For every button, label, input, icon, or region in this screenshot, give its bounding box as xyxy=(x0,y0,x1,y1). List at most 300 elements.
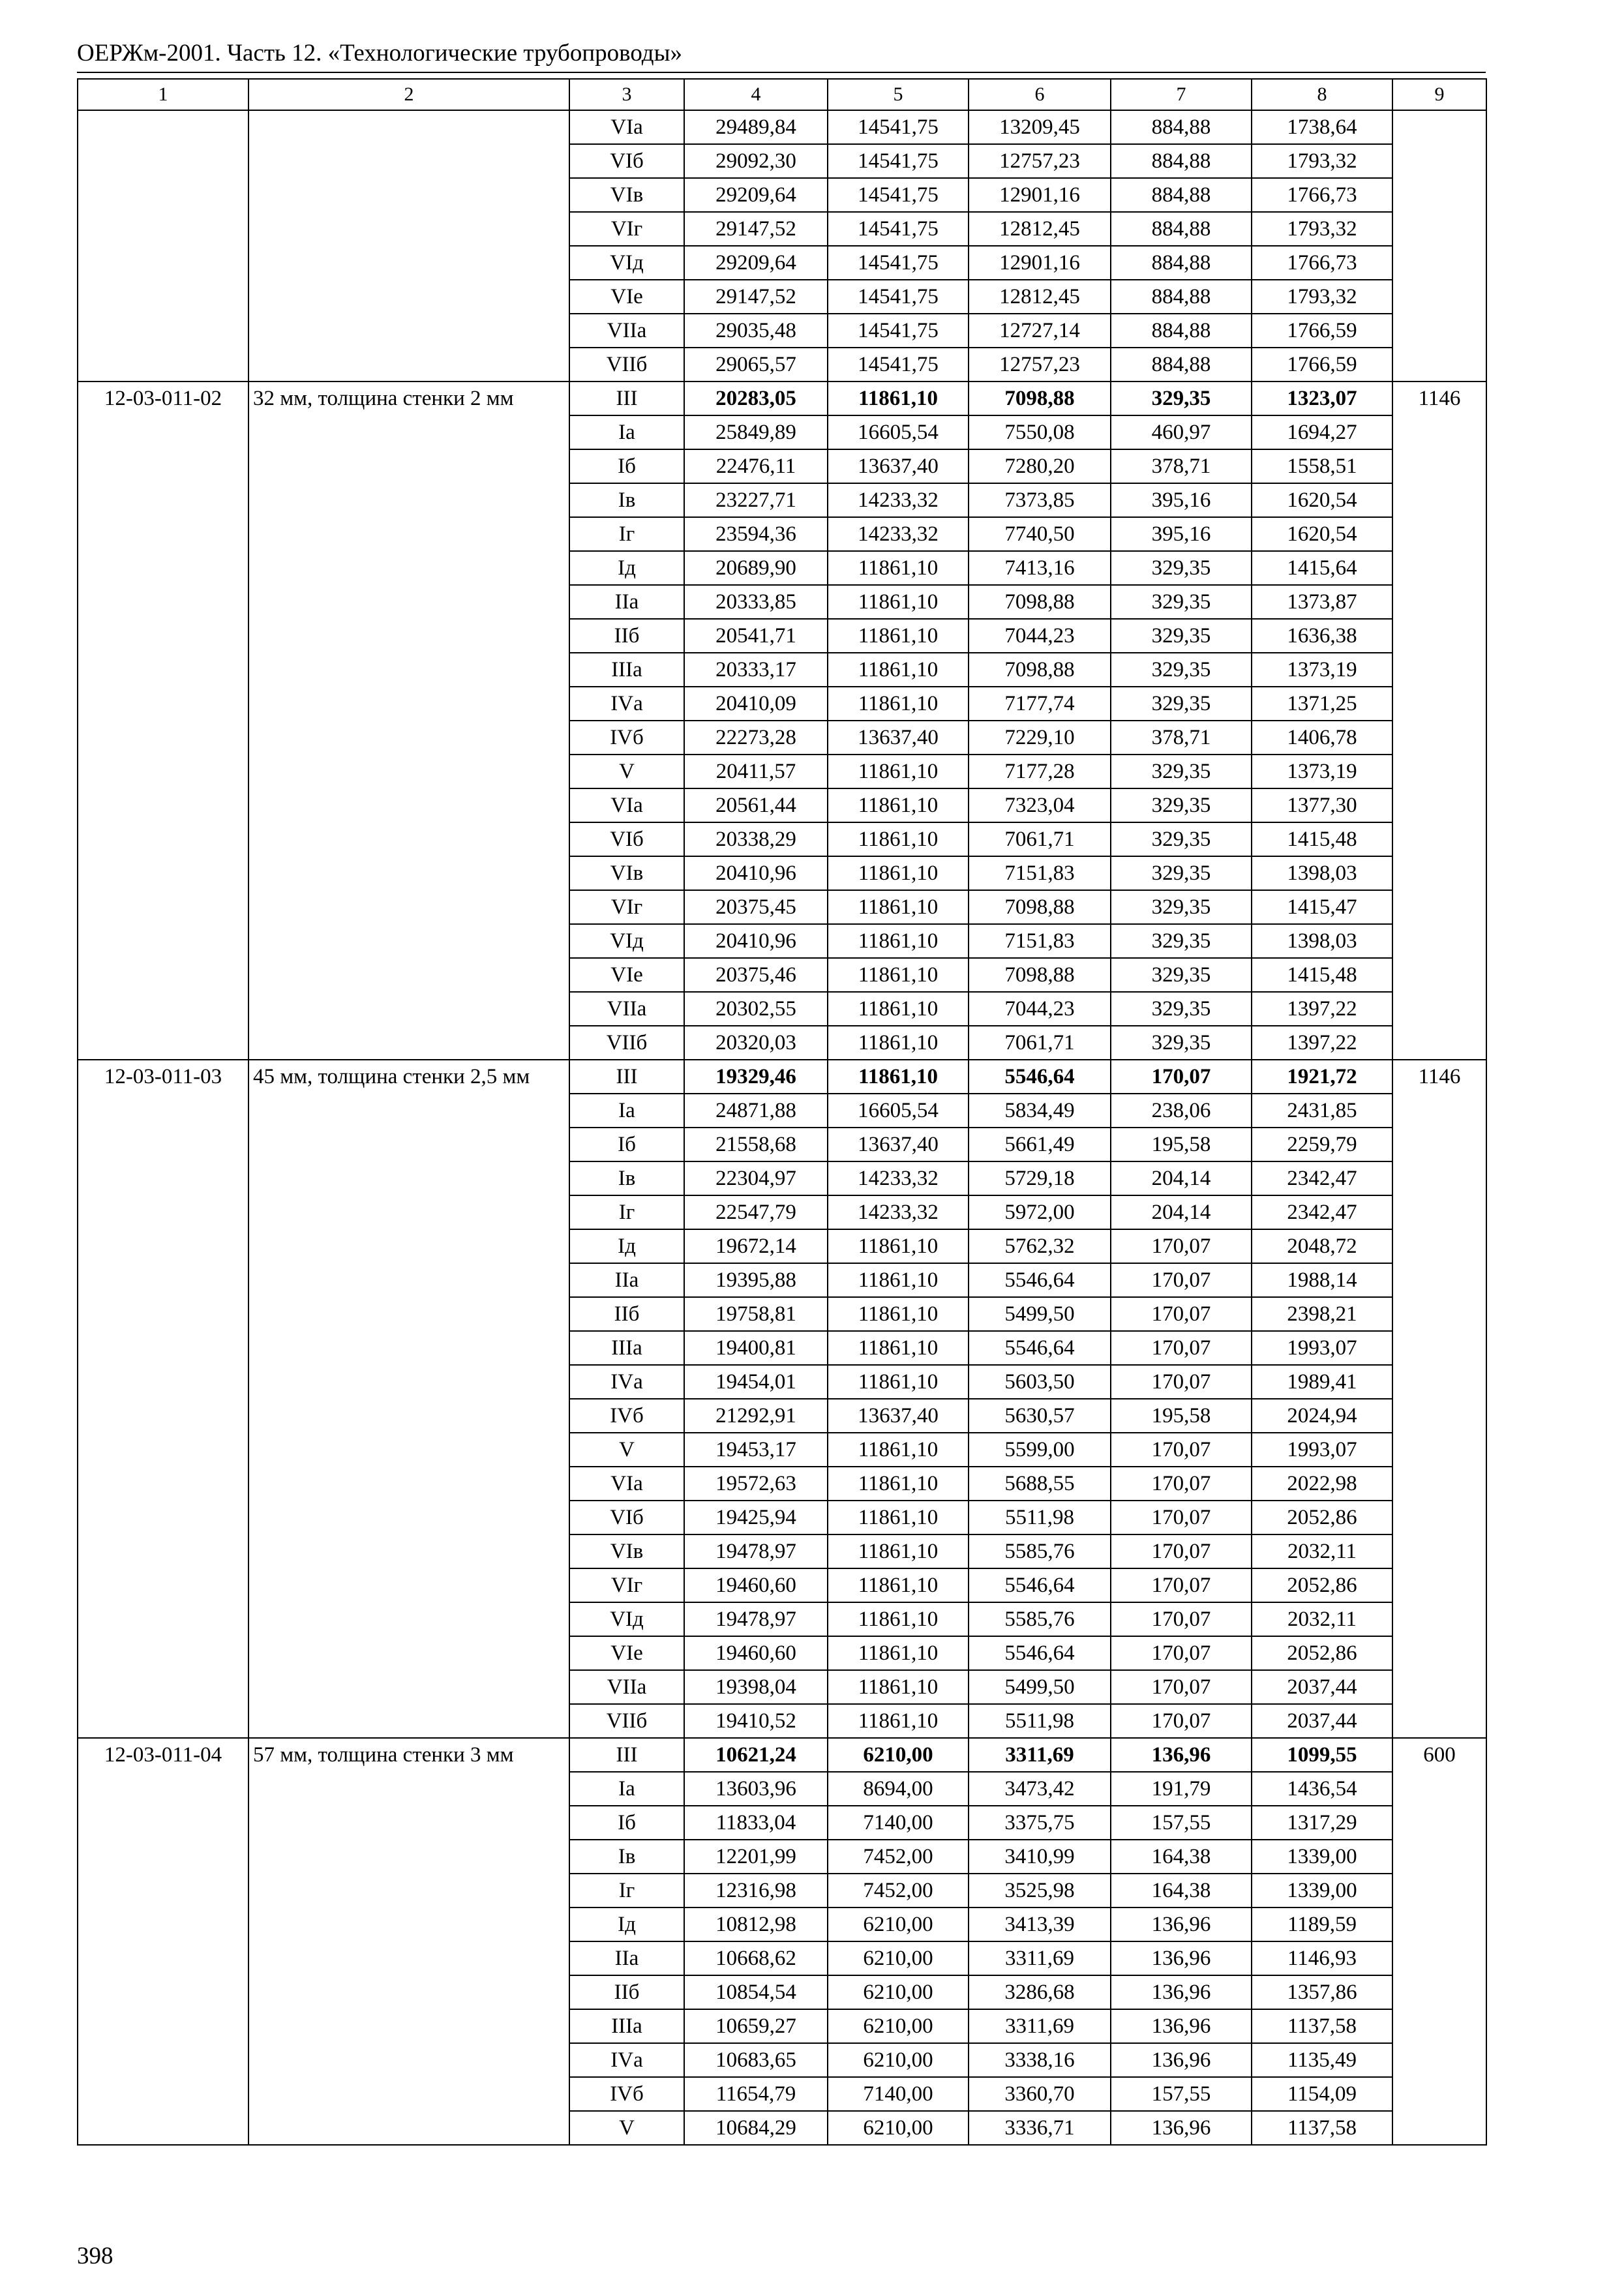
zone-cell: VIг xyxy=(569,890,684,924)
price-value-cell: 3311,69 xyxy=(969,1941,1111,1975)
zone-cell: IVа xyxy=(569,687,684,721)
price-value-cell: 11861,10 xyxy=(828,1670,969,1704)
price-value-cell: 11861,10 xyxy=(828,1602,969,1636)
price-value-cell: 8694,00 xyxy=(828,1772,969,1806)
column-number-cell: 8 xyxy=(1252,79,1392,110)
price-value-cell: 29147,52 xyxy=(684,280,828,314)
price-value-cell: 11861,10 xyxy=(828,958,969,992)
price-value-cell: 329,35 xyxy=(1111,856,1252,890)
zone-cell: VIIб xyxy=(569,1026,684,1060)
price-value-cell: 329,35 xyxy=(1111,958,1252,992)
price-value-cell: 2032,11 xyxy=(1252,1602,1392,1636)
price-value-cell: 7061,71 xyxy=(969,822,1111,856)
price-value-cell: 14541,75 xyxy=(828,144,969,178)
price-value-cell: 7550,08 xyxy=(969,415,1111,449)
price-value-cell: 136,96 xyxy=(1111,1738,1252,1772)
price-value-cell: 329,35 xyxy=(1111,619,1252,653)
zone-cell: IVб xyxy=(569,721,684,755)
zone-cell: Iб xyxy=(569,449,684,483)
price-value-cell: 7098,88 xyxy=(969,958,1111,992)
zone-cell: VIIа xyxy=(569,1670,684,1704)
price-value-cell: 19758,81 xyxy=(684,1297,828,1331)
price-value-cell: 5499,50 xyxy=(969,1670,1111,1704)
price-value-cell: 10659,27 xyxy=(684,2009,828,2043)
price-value-cell: 238,06 xyxy=(1111,1094,1252,1128)
item-code-cell: 12-03-011-04 xyxy=(78,1738,248,2145)
price-value-cell: 19410,52 xyxy=(684,1704,828,1738)
price-value-cell: 19454,01 xyxy=(684,1365,828,1399)
price-value-cell: 7280,20 xyxy=(969,449,1111,483)
column-number-cell: 9 xyxy=(1392,79,1486,110)
zone-cell: Iб xyxy=(569,1806,684,1840)
price-value-cell: 12757,23 xyxy=(969,144,1111,178)
price-value-cell: 1993,07 xyxy=(1252,1433,1392,1467)
zone-cell: V xyxy=(569,2111,684,2145)
price-value-cell: 329,35 xyxy=(1111,890,1252,924)
price-value-cell: 5661,49 xyxy=(969,1128,1111,1161)
price-value-cell: 329,35 xyxy=(1111,1026,1252,1060)
price-value-cell: 10683,65 xyxy=(684,2043,828,2077)
column-number-cell: 6 xyxy=(969,79,1111,110)
price-value-cell: 7151,83 xyxy=(969,856,1111,890)
price-value-cell: 1339,00 xyxy=(1252,1874,1392,1908)
price-value-cell: 195,58 xyxy=(1111,1399,1252,1433)
price-value-cell: 1793,32 xyxy=(1252,280,1392,314)
price-value-cell: 5546,64 xyxy=(969,1331,1111,1365)
price-value-cell: 5546,64 xyxy=(969,1568,1111,1602)
price-value-cell: 164,38 xyxy=(1111,1874,1252,1908)
price-value-cell: 170,07 xyxy=(1111,1704,1252,1738)
price-value-cell: 1766,73 xyxy=(1252,178,1392,212)
price-value-cell: 11861,10 xyxy=(828,585,969,619)
price-value-cell: 1793,32 xyxy=(1252,144,1392,178)
price-value-cell: 12757,23 xyxy=(969,348,1111,382)
item-description-cell xyxy=(248,110,569,382)
price-value-cell: 16605,54 xyxy=(828,415,969,449)
price-value-cell: 3286,68 xyxy=(969,1975,1111,2009)
price-value-cell: 20411,57 xyxy=(684,755,828,788)
zone-cell: VIг xyxy=(569,212,684,246)
price-value-cell: 5546,64 xyxy=(969,1636,1111,1670)
price-value-cell: 2259,79 xyxy=(1252,1128,1392,1161)
price-value-cell: 170,07 xyxy=(1111,1501,1252,1534)
price-value-cell: 22476,11 xyxy=(684,449,828,483)
zone-cell: IIа xyxy=(569,1263,684,1297)
zone-cell: VIв xyxy=(569,856,684,890)
price-value-cell: 29209,64 xyxy=(684,246,828,280)
zone-cell: VIIб xyxy=(569,1704,684,1738)
price-value-cell: 1135,49 xyxy=(1252,2043,1392,2077)
price-value-cell: 20333,85 xyxy=(684,585,828,619)
price-value-cell: 21558,68 xyxy=(684,1128,828,1161)
item-description-cell: 45 мм, толщина стенки 2,5 мм xyxy=(248,1060,569,1738)
page-number: 398 xyxy=(77,2243,113,2269)
column-9-cell: 600 xyxy=(1392,1738,1486,2145)
price-value-cell: 19460,60 xyxy=(684,1636,828,1670)
zone-cell: VIв xyxy=(569,178,684,212)
table-row xyxy=(78,110,1486,144)
price-value-cell: 5599,00 xyxy=(969,1433,1111,1467)
price-value-cell: 14541,75 xyxy=(828,348,969,382)
zone-cell: Iб xyxy=(569,1128,684,1161)
price-value-cell: 329,35 xyxy=(1111,585,1252,619)
price-value-cell: 136,96 xyxy=(1111,2111,1252,2145)
zone-cell: IVб xyxy=(569,2077,684,2111)
price-value-cell: 5585,76 xyxy=(969,1534,1111,1568)
zone-cell: Iв xyxy=(569,483,684,517)
price-value-cell: 14233,32 xyxy=(828,1161,969,1195)
price-value-cell: 7140,00 xyxy=(828,2077,969,2111)
price-value-cell: 19572,63 xyxy=(684,1467,828,1501)
price-value-cell: 2052,86 xyxy=(1252,1501,1392,1534)
price-value-cell: 5630,57 xyxy=(969,1399,1111,1433)
price-value-cell: 884,88 xyxy=(1111,110,1252,144)
zone-cell: Iд xyxy=(569,551,684,585)
price-value-cell: 884,88 xyxy=(1111,348,1252,382)
zone-cell: Iа xyxy=(569,1094,684,1128)
price-value-cell: 11861,10 xyxy=(828,755,969,788)
price-value-cell: 1154,09 xyxy=(1252,2077,1392,2111)
zone-cell: Iг xyxy=(569,1195,684,1229)
price-value-cell: 5585,76 xyxy=(969,1602,1111,1636)
price-value-cell: 20689,90 xyxy=(684,551,828,585)
price-value-cell: 6210,00 xyxy=(828,1975,969,2009)
price-value-cell: 14541,75 xyxy=(828,314,969,348)
zone-cell: Iв xyxy=(569,1840,684,1874)
price-value-cell: 14541,75 xyxy=(828,280,969,314)
zone-cell: Iд xyxy=(569,1229,684,1263)
price-value-cell: 884,88 xyxy=(1111,212,1252,246)
zone-cell: IIа xyxy=(569,585,684,619)
column-number-row xyxy=(78,79,1486,110)
price-table-body xyxy=(78,79,1486,2145)
price-value-cell: 11861,10 xyxy=(828,1263,969,1297)
price-value-cell: 7229,10 xyxy=(969,721,1111,755)
zone-cell: IIб xyxy=(569,1297,684,1331)
price-value-cell: 1371,25 xyxy=(1252,687,1392,721)
price-value-cell: 14233,32 xyxy=(828,517,969,551)
price-value-cell: 11861,10 xyxy=(828,1568,969,1602)
price-value-cell: 22273,28 xyxy=(684,721,828,755)
price-value-cell: 3410,99 xyxy=(969,1840,1111,1874)
price-value-cell: 25849,89 xyxy=(684,415,828,449)
price-value-cell: 170,07 xyxy=(1111,1568,1252,1602)
zone-cell: VIе xyxy=(569,958,684,992)
price-value-cell: 1377,30 xyxy=(1252,788,1392,822)
price-value-cell: 136,96 xyxy=(1111,1975,1252,2009)
price-value-cell: 136,96 xyxy=(1111,2043,1252,2077)
price-value-cell: 7323,04 xyxy=(969,788,1111,822)
price-value-cell: 20541,71 xyxy=(684,619,828,653)
price-value-cell: 329,35 xyxy=(1111,992,1252,1026)
column-number-cell: 3 xyxy=(569,79,684,110)
price-value-cell: 5546,64 xyxy=(969,1060,1111,1094)
price-value-cell: 11861,10 xyxy=(828,822,969,856)
price-value-cell: 6210,00 xyxy=(828,2111,969,2145)
price-value-cell: 191,79 xyxy=(1111,1772,1252,1806)
price-value-cell: 11861,10 xyxy=(828,992,969,1026)
column-number-cell: 7 xyxy=(1111,79,1252,110)
table-row xyxy=(78,1060,1486,1094)
price-value-cell: 11861,10 xyxy=(828,1026,969,1060)
price-value-cell: 12812,45 xyxy=(969,280,1111,314)
price-value-cell: 6210,00 xyxy=(828,2009,969,2043)
price-value-cell: 1766,73 xyxy=(1252,246,1392,280)
price-value-cell: 329,35 xyxy=(1111,822,1252,856)
zone-cell: VIв xyxy=(569,1534,684,1568)
price-value-cell: 1415,64 xyxy=(1252,551,1392,585)
price-value-cell: 1339,00 xyxy=(1252,1840,1392,1874)
price-value-cell: 2342,47 xyxy=(1252,1161,1392,1195)
price-value-cell: 1099,55 xyxy=(1252,1738,1392,1772)
price-value-cell: 24871,88 xyxy=(684,1094,828,1128)
price-value-cell: 1415,47 xyxy=(1252,890,1392,924)
price-value-cell: 3360,70 xyxy=(969,2077,1111,2111)
price-value-cell: 5972,00 xyxy=(969,1195,1111,1229)
price-value-cell: 29035,48 xyxy=(684,314,828,348)
price-value-cell: 29147,52 xyxy=(684,212,828,246)
price-value-cell: 14541,75 xyxy=(828,246,969,280)
price-value-cell: 1436,54 xyxy=(1252,1772,1392,1806)
price-value-cell: 2398,21 xyxy=(1252,1297,1392,1331)
price-value-cell: 7044,23 xyxy=(969,992,1111,1026)
price-value-cell: 329,35 xyxy=(1111,551,1252,585)
price-value-cell: 1694,27 xyxy=(1252,415,1392,449)
price-value-cell: 1766,59 xyxy=(1252,314,1392,348)
price-value-cell: 395,16 xyxy=(1111,483,1252,517)
price-value-cell: 11861,10 xyxy=(828,619,969,653)
price-value-cell: 1373,19 xyxy=(1252,755,1392,788)
price-value-cell: 7044,23 xyxy=(969,619,1111,653)
price-value-cell: 5729,18 xyxy=(969,1161,1111,1195)
zone-cell: Iа xyxy=(569,415,684,449)
price-value-cell: 460,97 xyxy=(1111,415,1252,449)
price-value-cell: 2037,44 xyxy=(1252,1670,1392,1704)
price-value-cell: 21292,91 xyxy=(684,1399,828,1433)
price-value-cell: 22304,97 xyxy=(684,1161,828,1195)
price-value-cell: 13209,45 xyxy=(969,110,1111,144)
item-description-cell: 57 мм, толщина стенки 3 мм xyxy=(248,1738,569,2145)
price-value-cell: 13603,96 xyxy=(684,1772,828,1806)
price-value-cell: 1415,48 xyxy=(1252,958,1392,992)
price-value-cell: 13637,40 xyxy=(828,449,969,483)
zone-cell: IVа xyxy=(569,2043,684,2077)
price-value-cell: 14233,32 xyxy=(828,483,969,517)
price-value-cell: 11654,79 xyxy=(684,2077,828,2111)
price-value-cell: 7098,88 xyxy=(969,890,1111,924)
price-value-cell: 2022,98 xyxy=(1252,1467,1392,1501)
price-table xyxy=(77,78,1487,2146)
price-value-cell: 5511,98 xyxy=(969,1501,1111,1534)
table-row xyxy=(78,382,1486,415)
zone-cell: VIб xyxy=(569,822,684,856)
price-value-cell: 11861,10 xyxy=(828,1534,969,1568)
price-value-cell: 3413,39 xyxy=(969,1908,1111,1941)
price-value-cell: 19400,81 xyxy=(684,1331,828,1365)
price-value-cell: 170,07 xyxy=(1111,1534,1252,1568)
price-value-cell: 6210,00 xyxy=(828,1908,969,1941)
price-value-cell: 170,07 xyxy=(1111,1060,1252,1094)
zone-cell: IIIа xyxy=(569,653,684,687)
price-value-cell: 2052,86 xyxy=(1252,1636,1392,1670)
price-value-cell: 1189,59 xyxy=(1252,1908,1392,1941)
price-value-cell: 2024,94 xyxy=(1252,1399,1392,1433)
price-value-cell: 884,88 xyxy=(1111,144,1252,178)
price-value-cell: 6210,00 xyxy=(828,1738,969,1772)
price-value-cell: 22547,79 xyxy=(684,1195,828,1229)
price-value-cell: 170,07 xyxy=(1111,1297,1252,1331)
price-value-cell: 1137,58 xyxy=(1252,2009,1392,2043)
price-value-cell: 1373,87 xyxy=(1252,585,1392,619)
zone-cell: Iа xyxy=(569,1772,684,1806)
price-value-cell: 11833,04 xyxy=(684,1806,828,1840)
price-value-cell: 378,71 xyxy=(1111,449,1252,483)
price-value-cell: 164,38 xyxy=(1111,1840,1252,1874)
price-value-cell: 11861,10 xyxy=(828,1331,969,1365)
price-value-cell: 3375,75 xyxy=(969,1806,1111,1840)
zone-cell: VIб xyxy=(569,144,684,178)
price-value-cell: 157,55 xyxy=(1111,2077,1252,2111)
column-9-cell: 1146 xyxy=(1392,1060,1486,1738)
price-value-cell: 13637,40 xyxy=(828,721,969,755)
price-value-cell: 7098,88 xyxy=(969,585,1111,619)
price-value-cell: 20302,55 xyxy=(684,992,828,1026)
price-value-cell: 204,14 xyxy=(1111,1161,1252,1195)
price-value-cell: 7452,00 xyxy=(828,1840,969,1874)
price-value-cell: 20333,17 xyxy=(684,653,828,687)
price-value-cell: 29092,30 xyxy=(684,144,828,178)
price-value-cell: 3311,69 xyxy=(969,2009,1111,2043)
price-value-cell: 1988,14 xyxy=(1252,1263,1392,1297)
price-value-cell: 10854,54 xyxy=(684,1975,828,2009)
price-value-cell: 11861,10 xyxy=(828,1297,969,1331)
price-value-cell: 1766,59 xyxy=(1252,348,1392,382)
price-value-cell: 20410,96 xyxy=(684,924,828,958)
price-value-cell: 329,35 xyxy=(1111,755,1252,788)
item-description-cell: 32 мм, толщина стенки 2 мм xyxy=(248,382,569,1060)
price-value-cell: 157,55 xyxy=(1111,1806,1252,1840)
price-value-cell: 329,35 xyxy=(1111,924,1252,958)
price-value-cell: 20561,44 xyxy=(684,788,828,822)
price-value-cell: 1738,64 xyxy=(1252,110,1392,144)
price-value-cell: 11861,10 xyxy=(828,924,969,958)
price-value-cell: 170,07 xyxy=(1111,1331,1252,1365)
column-number-cell: 4 xyxy=(684,79,828,110)
price-value-cell: 1397,22 xyxy=(1252,992,1392,1026)
price-value-cell: 6210,00 xyxy=(828,1941,969,1975)
zone-cell: IIа xyxy=(569,1941,684,1975)
price-value-cell: 329,35 xyxy=(1111,788,1252,822)
price-value-cell: 5511,98 xyxy=(969,1704,1111,1738)
price-value-cell: 3525,98 xyxy=(969,1874,1111,1908)
zone-cell: VIд xyxy=(569,924,684,958)
price-value-cell: 329,35 xyxy=(1111,653,1252,687)
zone-cell: VIа xyxy=(569,1467,684,1501)
price-value-cell: 170,07 xyxy=(1111,1670,1252,1704)
price-value-cell: 12727,14 xyxy=(969,314,1111,348)
price-value-cell: 5762,32 xyxy=(969,1229,1111,1263)
price-value-cell: 2431,85 xyxy=(1252,1094,1392,1128)
price-value-cell: 11861,10 xyxy=(828,1501,969,1534)
price-value-cell: 11861,10 xyxy=(828,856,969,890)
price-value-cell: 20338,29 xyxy=(684,822,828,856)
price-value-cell: 7177,28 xyxy=(969,755,1111,788)
price-value-cell: 1317,29 xyxy=(1252,1806,1392,1840)
price-value-cell: 7140,00 xyxy=(828,1806,969,1840)
price-value-cell: 11861,10 xyxy=(828,1433,969,1467)
price-value-cell: 5603,50 xyxy=(969,1365,1111,1399)
price-value-cell: 1921,72 xyxy=(1252,1060,1392,1094)
column-number-cell: 5 xyxy=(828,79,969,110)
price-value-cell: 16605,54 xyxy=(828,1094,969,1128)
price-value-cell: 19425,94 xyxy=(684,1501,828,1534)
zone-cell: VIб xyxy=(569,1501,684,1534)
price-value-cell: 1636,38 xyxy=(1252,619,1392,653)
price-value-cell: 2052,86 xyxy=(1252,1568,1392,1602)
price-value-cell: 14233,32 xyxy=(828,1195,969,1229)
item-code-cell: 12-03-011-03 xyxy=(78,1060,248,1738)
price-value-cell: 7061,71 xyxy=(969,1026,1111,1060)
price-value-cell: 10812,98 xyxy=(684,1908,828,1941)
price-value-cell: 1323,07 xyxy=(1252,382,1392,415)
price-value-cell: 378,71 xyxy=(1111,721,1252,755)
price-value-cell: 170,07 xyxy=(1111,1229,1252,1263)
price-value-cell: 1415,48 xyxy=(1252,822,1392,856)
price-value-cell: 23594,36 xyxy=(684,517,828,551)
price-value-cell: 5546,64 xyxy=(969,1263,1111,1297)
price-value-cell: 2342,47 xyxy=(1252,1195,1392,1229)
price-value-cell: 7098,88 xyxy=(969,382,1111,415)
zone-cell: IIб xyxy=(569,1975,684,2009)
price-value-cell: 19329,46 xyxy=(684,1060,828,1094)
price-value-cell: 1398,03 xyxy=(1252,924,1392,958)
price-value-cell: 12201,99 xyxy=(684,1840,828,1874)
price-value-cell: 1373,19 xyxy=(1252,653,1392,687)
price-value-cell: 5688,55 xyxy=(969,1467,1111,1501)
price-value-cell: 29065,57 xyxy=(684,348,828,382)
zone-cell: VIг xyxy=(569,1568,684,1602)
price-value-cell: 7413,16 xyxy=(969,551,1111,585)
price-value-cell: 136,96 xyxy=(1111,2009,1252,2043)
price-value-cell: 2032,11 xyxy=(1252,1534,1392,1568)
zone-cell: VIIб xyxy=(569,348,684,382)
price-value-cell: 19460,60 xyxy=(684,1568,828,1602)
price-value-cell: 3336,71 xyxy=(969,2111,1111,2145)
document-header: ОЕРЖм-2001. Часть 12. «Технологические трубопроводы» xyxy=(77,40,682,67)
price-value-cell: 11861,10 xyxy=(828,382,969,415)
price-value-cell: 204,14 xyxy=(1111,1195,1252,1229)
price-value-cell: 1137,58 xyxy=(1252,2111,1392,2145)
price-value-cell: 11861,10 xyxy=(828,1229,969,1263)
price-value-cell: 170,07 xyxy=(1111,1467,1252,1501)
price-value-cell: 11861,10 xyxy=(828,1704,969,1738)
price-value-cell: 884,88 xyxy=(1111,246,1252,280)
price-value-cell: 7740,50 xyxy=(969,517,1111,551)
price-value-cell: 14541,75 xyxy=(828,110,969,144)
price-value-cell: 395,16 xyxy=(1111,517,1252,551)
price-value-cell: 884,88 xyxy=(1111,280,1252,314)
price-value-cell: 170,07 xyxy=(1111,1636,1252,1670)
price-table-wrapper xyxy=(77,78,1487,2146)
zone-cell: III xyxy=(569,1060,684,1094)
price-value-cell: 136,96 xyxy=(1111,1908,1252,1941)
item-code-cell: 12-03-011-02 xyxy=(78,382,248,1060)
price-value-cell: 3311,69 xyxy=(969,1738,1111,1772)
price-value-cell: 20283,05 xyxy=(684,382,828,415)
zone-cell: VIа xyxy=(569,110,684,144)
price-value-cell: 11861,10 xyxy=(828,890,969,924)
price-value-cell: 1989,41 xyxy=(1252,1365,1392,1399)
